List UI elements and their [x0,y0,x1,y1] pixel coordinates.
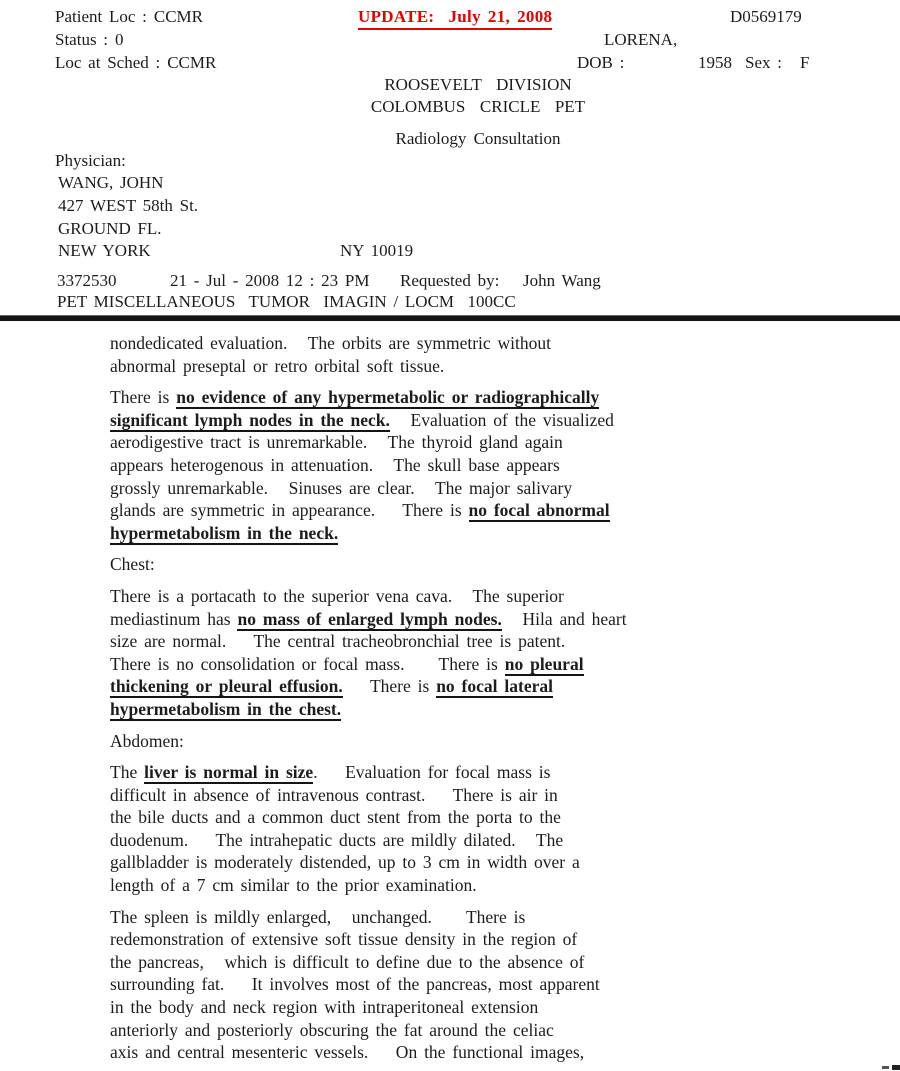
patient-name: LORENA, [604,30,678,49]
loc-at-sched-label: Loc at Sched : [55,53,161,72]
report-text: appears heterogenous in attenuation. The skull base appears [110,454,560,475]
dob-value: 1958 [698,53,732,72]
physician-address2: GROUND FL. [58,219,162,238]
physician-name: WANG, JOHN [58,173,164,192]
finding-highlight: thickening or pleural effusion. [110,676,343,697]
update-banner: UPDATE: July 21, 2008 [358,7,552,30]
report-paragraph [110,332,800,377]
header-separator-rule [0,315,900,321]
report-text: Hila and heart [501,608,627,629]
finding-highlight: hypermetabolism in the neck. [110,522,339,543]
report-text: The spleen is mildly enlarged, unchanged. There is [110,906,526,927]
division-line-1: ROOSEVELT DIVISION [384,75,572,94]
report-text: Evaluation of the visualized [389,409,614,430]
requested-by-label: Requested by: [400,271,500,290]
finding-highlight: no focal lateral [436,676,553,697]
report-text: There is [110,387,177,408]
report-text: anteriorly and posteriorly obscuring the fat around the celiac [110,1019,554,1040]
report-paragraph [110,761,800,897]
report-text: grossly unremarkable. Sinuses are clear. The major salivary [110,477,573,498]
sex-label: Sex : [745,53,782,72]
report-paragraph [110,730,800,753]
cut-off-mark [892,1065,900,1070]
report-text: surrounding fat. It involves most of the pancreas, most apparent [110,974,600,995]
physician-city: NEW YORK [58,241,151,260]
report-text: size are normal. The central tracheobronchial tree is patent. [110,631,566,652]
finding-highlight: no mass of enlarged lymph nodes. [237,608,502,629]
sex-value: F [800,53,810,72]
division-line-2: COLOMBUS CRICLE PET [370,97,586,116]
finding-highlight: no focal abnormal [468,500,610,521]
report-text: the pancreas, which is difficult to define due to the absence of [110,951,585,972]
patient-loc-row [55,7,203,27]
dob-label: DOB : [577,53,625,72]
finding-highlight: no pleural [504,653,584,674]
patient-loc-value: CCMR [153,7,204,26]
loc-at-sched-row [55,53,216,73]
report-text: axis and central mesenteric vessels. On the functional images, [110,1042,585,1063]
report-text: redemonstration of extensive soft tissue density in the region of [110,929,578,950]
report-text: gallbladder is moderately distended, up to 3 cm in width over a [110,852,580,873]
report-text: Chest: [110,554,155,575]
report-text: abnormal preseptal or retro orbital soft tissue. [110,355,445,376]
report-paragraph [110,386,800,544]
report-text: There is a portacath to the superior vena cava. The superior [110,585,564,606]
cut-off-mark [882,1066,889,1069]
report-text: The [110,762,145,783]
status-label: Status : [55,30,109,49]
accession-number: 3372530 [57,271,117,290]
document-id: D0569179 [730,7,802,26]
report-paragraph [110,906,800,1064]
finding-highlight: liver is normal in size [144,762,314,783]
physician-state-zip: NY 10019 [340,241,414,260]
report-paragraph [110,585,800,721]
report-text: . Evaluation for focal mass is [313,762,551,783]
finding-highlight: no evidence of any hypermetabolic or radiographically [176,387,600,408]
report-text: There is [342,676,437,697]
report-text: aerodigestive tract is unremarkable. The thyroid gland again [110,432,563,453]
procedure-line: PET MISCELLANEOUS TUMOR IMAGIN / LOCM 100CC [57,292,516,311]
cut-off-page-text [876,1064,900,1071]
report-text: There is no consolidation or focal mass. There is [110,653,505,674]
report-text: glands are symmetric in appearance. There is [110,500,469,521]
status-value: 0 [115,30,124,49]
report-text: mediastinum has [110,608,238,629]
report-text: duodenum. The intrahepatic ducts are mildly dilated. The [110,829,564,850]
finding-highlight: hypermetabolism in the chest. [110,698,342,719]
report-paragraph [110,553,800,576]
physician-address1: 427 WEST 58th St. [58,196,199,215]
report-title: Radiology Consultation [395,129,561,148]
report-text: length of a 7 cm similar to the prior examination. [110,875,477,896]
patient-loc-label: Patient Loc : [55,7,147,26]
physician-label: Physician: [55,151,126,170]
finding-highlight: significant lymph nodes in the neck. [110,409,390,430]
report-text: the bile ducts and a common duct stent from the porta to the [110,807,561,828]
report-text: nondedicated evaluation. The orbits are symmetric without [110,333,552,353]
report-text: in the body and neck region with intraperitoneal extension [110,997,539,1018]
report-text: difficult in absence of intravenous contrast. There is air in [110,784,558,805]
report-body [110,332,800,1071]
exam-datetime: 21 - Jul - 2008 12 : 23 PM [170,271,370,290]
status-row [55,30,124,50]
report-text: Abdomen: [110,730,184,751]
loc-at-sched-value: CCMR [167,53,217,72]
requested-by-name: John Wang [523,271,601,290]
